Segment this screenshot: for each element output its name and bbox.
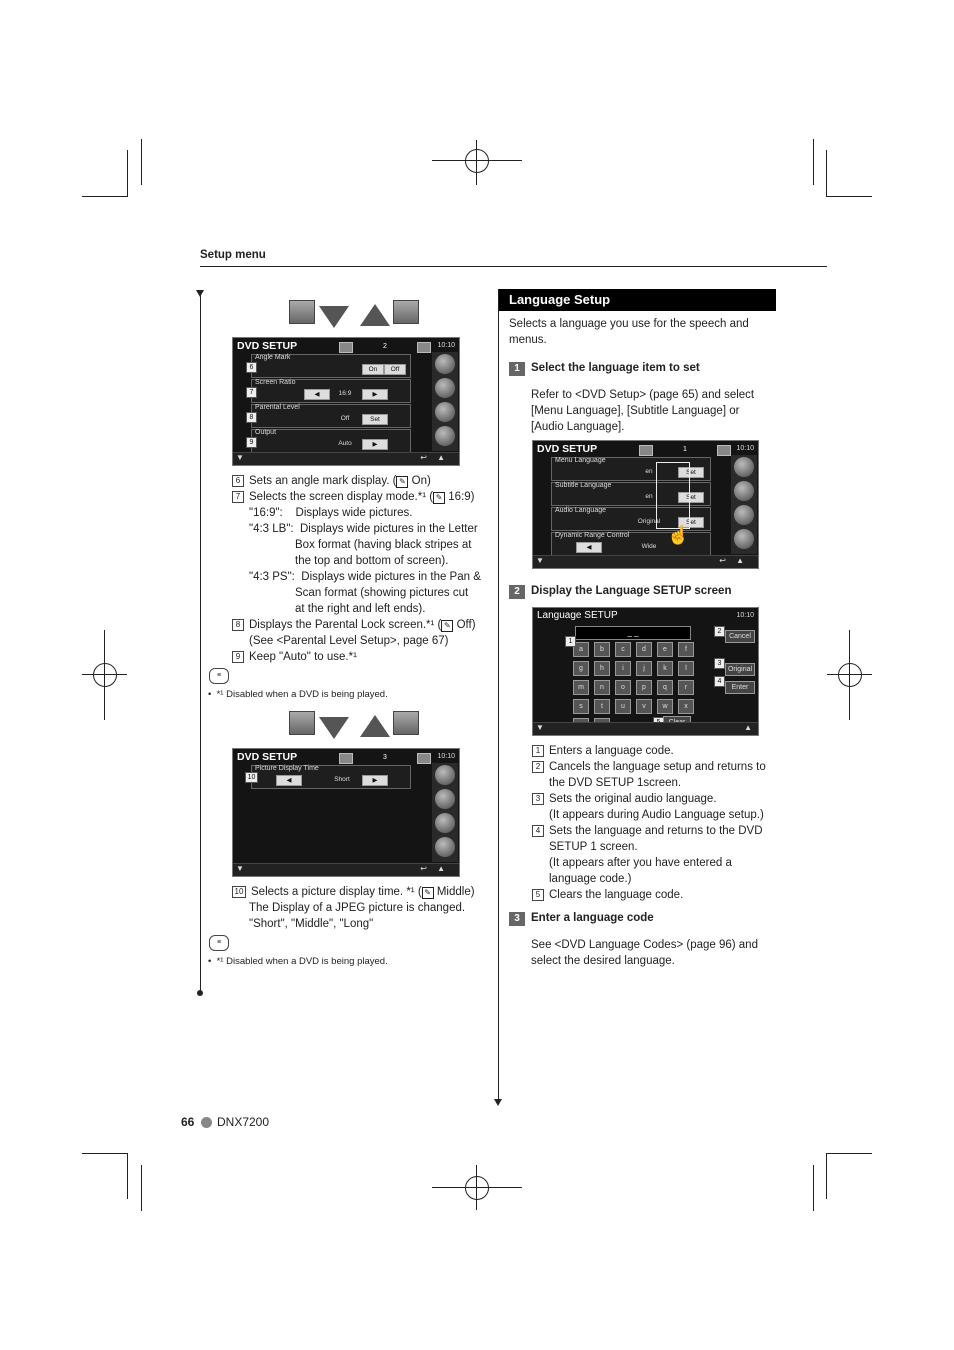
item-text: Sets the original audio language. [549,793,717,805]
step-2 [509,585,731,599]
step-body: Refer to <DVD Setup> (page 65) and select [531,389,755,401]
bottom-bar [233,863,459,876]
angle-mark-on-button[interactable]: On [362,364,384,375]
sidebar [432,352,458,451]
list-item-2-line: the DVD SETUP 1screen. [549,777,682,789]
drc-value: Wide [641,543,657,550]
key-b[interactable]: b [594,642,610,657]
crop-mark [813,139,814,185]
menu-language-set-button[interactable]: Set [678,467,704,478]
nav-arrows [289,709,429,739]
intro-line: Selects a language you use for the speech and [509,318,749,330]
item-text: Sets an angle mark display. ( [249,475,397,487]
menu-language-value: en [645,468,653,475]
menu-icon[interactable] [435,765,455,785]
item-number: 5 [532,889,544,901]
row-label: Subtitle Language [555,482,612,489]
next-page-button[interactable] [417,342,431,353]
callout-7: 7 [246,387,257,398]
intro-line: menus. [509,334,547,346]
row-label: Menu Language [555,457,606,464]
callout-9: 9 [246,437,257,448]
callout-4: 4 [714,676,725,687]
down-icon[interactable]: ▼ [536,723,544,732]
item-9 [232,649,357,665]
page-number: 1 [683,446,687,453]
display-time-prev-button[interactable]: ◀ [276,775,302,786]
bottom-bar [233,452,459,465]
item-text: Displays the Parental Lock screen.*¹ ( [249,619,442,631]
step-number: 1 [509,362,525,376]
item-number: 1 [532,745,544,757]
key-r[interactable]: r [678,680,694,695]
setup-icon[interactable] [435,837,455,857]
callout-1: 1 [565,636,576,647]
item-8 [232,617,476,633]
row-screen-ratio [251,379,411,403]
model-name: DNX7200 [217,1115,270,1129]
key-e[interactable]: e [657,642,673,657]
flow-arrow-left [196,290,204,297]
item-text: Cancels the language setup and returns to [549,761,766,773]
original-button[interactable]: Original [725,663,755,676]
row-label: Audio Language [555,507,606,514]
up-icon[interactable]: ▲ [437,864,445,873]
up-icon[interactable]: ▲ [744,723,752,732]
key-w[interactable]: w [657,699,673,714]
clock: 10:10 [437,342,455,349]
ratio-line: "4:3 LB": Displays wide pictures in the Letter [249,523,478,535]
item-number: 7 [232,491,244,503]
setup-icon[interactable] [734,529,754,549]
prev-page-button[interactable] [639,445,653,456]
flow-line-right [498,289,499,1099]
footer-dot [201,1117,212,1128]
down-icon[interactable]: ▼ [236,864,244,873]
row-label: Angle Mark [255,354,291,361]
step-body: [Menu Language], [Subtitle Language] or [531,405,740,417]
audio-icon[interactable] [734,481,754,501]
disc-icon[interactable] [435,402,455,422]
nav-arrows [289,298,429,328]
callout-3: 3 [714,658,725,669]
crop-mark [141,139,142,185]
scroll-down-icon [319,306,349,328]
item-10-line2: The Display of a JPEG picture is changed. [249,902,466,914]
dvd-setup-screen-2 [232,337,460,466]
step-3 [509,912,654,926]
callout-8: 8 [246,412,257,423]
list-item-1 [532,743,674,759]
up-icon[interactable]: ▲ [736,556,744,565]
cancel-button[interactable]: Cancel [725,630,755,643]
crop-mark [141,1165,142,1211]
audio-language-value: Original [637,518,661,525]
crop-mark [127,150,128,196]
screen-title: DVD SETUP [537,443,598,455]
highlight-box [656,462,690,529]
entry-value: _ _ [627,628,639,637]
audio-icon[interactable] [435,378,455,398]
return-icon[interactable]: ↩ [420,864,427,873]
key-x[interactable]: x [678,699,694,714]
drc-prev-button[interactable]: ◀ [576,542,602,553]
up-icon[interactable]: ▲ [437,453,445,462]
scroll-up-icon [360,304,390,326]
item-tail: 16:9) [445,491,475,503]
key-h[interactable]: h [594,661,610,676]
bottom-bar [533,722,758,735]
note-icon: ≡ [209,668,229,684]
section-label: Setup menu [200,249,266,261]
key-p[interactable]: p [636,680,652,695]
key-n[interactable]: n [594,680,610,695]
ratio-line: "16:9": Displays wide pictures. [249,507,413,519]
step-title: Display the Language SETUP screen [531,585,732,597]
step-body: [Audio Language]. [531,421,625,433]
screen-title: DVD SETUP [237,340,298,352]
key-a[interactable]: a [573,642,589,657]
item-8-line2: (See <Parental Level Setup>, page 67) [249,635,449,647]
note-2: • *¹ Disabled when a DVD is being played. [208,956,388,967]
page-number: 3 [383,754,387,761]
scroll-down-icon [319,717,349,739]
item-text: Sets the language and returns to the DVD [549,825,763,837]
key-g[interactable]: g [573,661,589,676]
registration-mark [838,663,862,687]
crop-mark [826,1153,872,1154]
list-item-3 [532,791,717,807]
list-item-4-line: language code.) [549,873,632,885]
row-label: Output [255,429,277,436]
output-value: Auto [338,440,352,447]
page-number: 2 [383,343,387,350]
prev-page-icon [393,300,419,324]
crop-mark [826,1153,827,1199]
row-label: Dynamic Range Control [555,532,630,539]
list-item-4 [532,823,763,839]
scroll-up-icon [360,715,390,737]
sidebar [432,763,458,862]
ratio-value: 16:9 [338,390,352,397]
menu-icon[interactable] [435,354,455,374]
disc-icon[interactable] [435,813,455,833]
key-o[interactable]: o [615,680,631,695]
key-j[interactable]: j [636,661,652,676]
sidebar [731,455,757,554]
flow-line-left [200,290,201,992]
parental-set-button[interactable]: Set [362,414,388,425]
display-time-value: Short [334,776,350,783]
clock: 10:10 [437,753,455,760]
item-text: Keep "Auto" to use.*¹ [249,651,357,663]
crop-mark [813,1165,814,1211]
dvd-setup-screen-3 [232,748,460,877]
language-setup-screen [532,607,759,736]
next-page-icon [289,300,315,324]
step-1 [509,362,700,376]
clock: 10:10 [736,445,754,452]
ratio-next-button[interactable]: ▶ [362,389,388,400]
dvd-setup-screen-1 [532,440,759,569]
language-code-entry[interactable] [575,626,691,640]
key-v[interactable]: v [636,699,652,714]
item-number: 4 [532,825,544,837]
key-m[interactable]: m [573,680,589,695]
list-item-3-line: (It appears during Audio Language setup.) [549,809,764,821]
item-text: Selects the screen display mode.*¹ ( [249,491,434,503]
prev-page-icon [393,711,419,735]
registration-mark [465,1176,489,1200]
note-text: *¹ Disabled when a DVD is being played. [216,956,388,967]
key-u[interactable]: u [615,699,631,714]
page-number: 66 [181,1115,195,1129]
item-number: 6 [232,475,244,487]
step-body: See <DVD Language Codes> (page 96) and [531,939,758,951]
pen-icon: ✎ [422,887,434,899]
crop-mark [82,196,128,197]
crop-mark [826,196,872,197]
section-title: Language Setup [499,289,776,311]
enter-button[interactable]: Enter [725,681,755,694]
subtitle-language-set-button[interactable]: Set [678,492,704,503]
registration-mark [465,149,489,173]
ratio-line: the top and bottom of screen). [295,555,449,567]
disc-icon[interactable] [734,505,754,525]
return-icon[interactable]: ↩ [719,556,726,565]
item-tail: Middle) [433,886,475,898]
key-t[interactable]: t [594,699,610,714]
audio-icon[interactable] [435,789,455,809]
callout-10: 10 [245,772,258,783]
row-label: Parental Level [255,404,300,411]
menu-icon[interactable] [734,457,754,477]
flow-arrow-right [494,1099,502,1106]
list-item-4-line: (It appears after you have entered a [549,857,732,869]
item-10-line3: "Short", "Middle", "Long" [249,918,374,930]
item-number: 3 [532,793,544,805]
bottom-bar [533,555,758,568]
note-text: *¹ Disabled when a DVD is being played. [216,689,388,700]
registration-mark [93,663,117,687]
item-tail: On) [408,475,431,487]
row-angle-mark [251,354,411,378]
crop-mark [826,150,827,196]
key-k[interactable]: k [657,661,673,676]
item-6 [232,473,431,489]
item-7 [232,489,475,505]
ratio-line: at the right and left ends). [295,603,426,615]
key-c[interactable]: c [615,642,631,657]
item-tail: Off) [453,619,476,631]
ratio-line: "4:3 PS": Displays wide pictures in the Pan & [249,571,481,583]
key-i[interactable]: i [615,661,631,676]
key-q[interactable]: q [657,680,673,695]
setup-icon[interactable] [435,426,455,446]
down-icon[interactable]: ▼ [536,556,544,565]
next-page-button[interactable] [717,445,731,456]
row-label: Picture Display Time [255,765,319,772]
callout-6: 6 [246,362,257,373]
key-l[interactable]: l [678,661,694,676]
down-icon[interactable]: ▼ [236,453,244,462]
list-item-5 [532,887,683,903]
output-next-button[interactable]: ▶ [362,439,388,450]
item-text: Enters a language code. [549,745,674,757]
ratio-line: Box format (having black stripes at [295,539,472,551]
step-number: 3 [509,912,525,926]
header-rule [200,266,827,267]
list-item-4-line: SETUP 1 screen. [549,841,638,853]
step-body: select the desired language. [531,955,675,967]
note-icon: ≡ [209,935,229,951]
clock: 10:10 [736,612,754,619]
item-number: 2 [532,761,544,773]
step-title: Enter a language code [531,912,654,924]
item-number: 10 [232,886,246,898]
pen-icon: ✎ [441,620,453,632]
pen-icon: ✎ [396,476,408,488]
pen-icon: ✎ [433,492,445,504]
key-f[interactable]: f [678,642,694,657]
list-item-2 [532,759,766,775]
step-number: 2 [509,585,525,599]
angle-mark-off-button[interactable]: Off [384,364,406,375]
next-page-button[interactable] [417,753,431,764]
row-label: Screen Ratio [255,379,296,386]
return-icon[interactable]: ↩ [420,453,427,462]
subtitle-language-value: en [645,493,653,500]
item-number: 8 [232,619,244,631]
item-10 [232,884,475,900]
item-text: Clears the language code. [549,889,684,901]
next-page-icon [289,711,315,735]
row-parental-level [251,404,411,428]
ratio-prev-button[interactable]: ◀ [304,389,330,400]
item-number: 9 [232,651,244,663]
key-d[interactable]: d [636,642,652,657]
display-time-next-button[interactable]: ▶ [362,775,388,786]
audio-language-set-button[interactable]: Set [678,517,704,528]
row-picture-display-time [251,765,411,789]
screen-title: Language SETUP [537,610,618,621]
item-text: Selects a picture display time. *¹ ( [251,886,422,898]
row-output [251,429,411,453]
ratio-line: Scan format (showing pictures cut [295,587,469,599]
prev-page-button[interactable] [339,342,353,353]
note-1: • *¹ Disabled when a DVD is being played. [208,689,388,700]
step-title: Select the language item to set [531,362,700,374]
crop-mark [127,1153,128,1199]
parental-value: Off [340,415,350,422]
key-s[interactable]: s [573,699,589,714]
crop-mark [82,1153,128,1154]
hand-pointer-icon: ☝ [667,525,690,545]
screen-title: DVD SETUP [237,751,298,763]
prev-page-button[interactable] [339,753,353,764]
flow-end-dot [197,990,203,996]
callout-2: 2 [714,626,725,637]
